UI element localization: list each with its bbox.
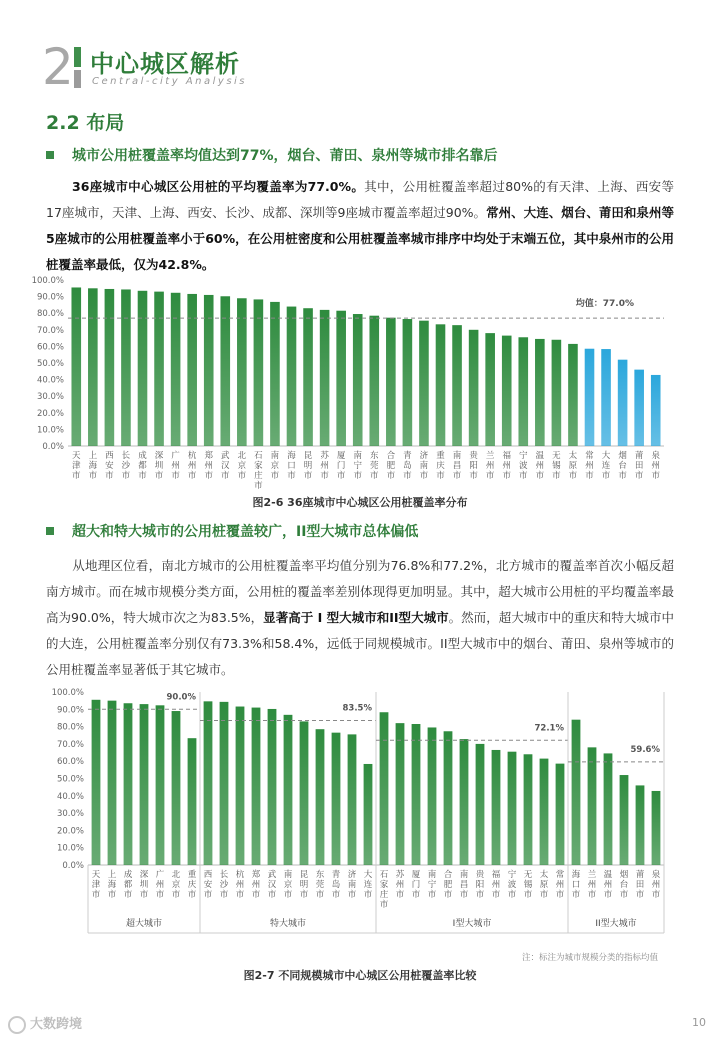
bar [254, 299, 264, 446]
figure-caption-2-7: 图2-7 不同规模城市中心城区公用桩覆盖率比较 [243, 969, 477, 982]
group-label: 超大城市 [125, 919, 163, 929]
bar [535, 339, 545, 446]
x-tick-label: 南京市 [283, 870, 293, 900]
bar [502, 336, 512, 446]
x-tick-label: 西安市 [105, 451, 114, 481]
paragraph-2-run-2: 。然而，超大城市中的重庆和特大城市中的大连，公用桩覆盖率分别仅有73.3%和58.4%，远低于同规模城市。II型大城市中的烟台、莆田、泉州等城市的公用桩覆盖率显著低于其它城市。 [46, 610, 674, 677]
bar [396, 723, 405, 865]
y-tick-label: 10.0% [36, 425, 64, 436]
subsection-heading-1: 城市公用桩覆盖率均值达到77%，烟台、莆田、泉州等城市排名靠后 [72, 148, 498, 164]
x-tick-label: 贵阳市 [469, 451, 478, 481]
x-tick-label: 成都市 [123, 870, 133, 900]
bar [620, 775, 629, 865]
x-tick-label: 合肥市 [386, 451, 396, 481]
bar [403, 319, 413, 446]
bar [204, 295, 214, 446]
bar [105, 289, 115, 446]
bar [364, 764, 373, 865]
x-tick-label: 烟台市 [618, 451, 627, 481]
bar [476, 744, 485, 865]
paragraph-2-run-1: 显著高于 I 型大城市和II型大城市 [263, 610, 449, 625]
group-label: 特大城市 [269, 919, 307, 929]
group-mean-label: 90.0% [166, 692, 196, 703]
group-mean-label: 72.1% [534, 723, 564, 734]
paragraph-1 [46, 174, 674, 278]
bar [270, 302, 280, 446]
group-label: II型大城市 [595, 919, 637, 929]
y-tick-label: 0.0% [62, 861, 84, 871]
bar [604, 753, 613, 865]
bar [172, 711, 181, 865]
bar [492, 750, 501, 865]
bar [316, 729, 325, 865]
bullet-square-icon [46, 527, 54, 535]
y-tick-label: 70.0% [36, 325, 64, 336]
bar [236, 707, 245, 865]
bar [138, 291, 148, 446]
bar [237, 298, 247, 446]
bar [369, 316, 379, 446]
bar [204, 701, 213, 865]
y-tick-label: 0.0% [42, 442, 64, 452]
bar [140, 704, 149, 865]
bar [220, 296, 230, 446]
mean-label: 均值：77.0% [575, 299, 634, 310]
chapter-subtitle: Central-city Analysis [92, 76, 248, 87]
x-tick-label: 广州市 [171, 451, 180, 481]
bar [588, 747, 597, 865]
bar [651, 375, 661, 446]
x-tick-label: 常州市 [555, 870, 565, 900]
bar [552, 340, 562, 446]
y-tick-label: 90.0% [36, 292, 64, 303]
bar [460, 739, 469, 865]
bar [469, 330, 479, 446]
x-tick-label: 太原市 [568, 451, 578, 481]
y-tick-label: 20.0% [56, 826, 84, 837]
y-tick-label: 40.0% [56, 791, 84, 802]
x-tick-label: 无锡市 [523, 870, 533, 900]
x-tick-label: 泉州市 [651, 451, 660, 481]
bar [652, 791, 661, 865]
bar [171, 293, 181, 446]
y-tick-label: 80.0% [56, 722, 84, 733]
bar [572, 720, 581, 865]
x-tick-label: 兰州市 [485, 451, 495, 481]
y-tick-label: 60.0% [36, 342, 64, 353]
x-tick-label: 上海市 [107, 870, 117, 900]
figure-caption-2-6: 图2-6 36座城市中心城区公用桩覆盖率分布 [252, 496, 468, 509]
bar [485, 333, 495, 446]
x-tick-label: 大连市 [601, 451, 611, 481]
x-tick-label: 东莞市 [370, 451, 379, 481]
x-tick-label: 东莞市 [315, 870, 325, 900]
x-tick-label: 武汉市 [267, 870, 277, 900]
chapter-number: 2 [42, 38, 74, 96]
bar [348, 734, 357, 865]
y-tick-label: 20.0% [36, 408, 64, 419]
bar [601, 349, 611, 446]
bar [380, 712, 389, 865]
y-tick-label: 90.0% [56, 705, 84, 716]
bar [156, 705, 165, 865]
x-tick-label: 烟台市 [619, 870, 629, 900]
x-tick-label: 厦门市 [411, 870, 421, 900]
x-tick-label: 天津市 [91, 870, 101, 900]
bar [188, 738, 197, 865]
y-tick-label: 80.0% [36, 309, 64, 320]
x-tick-label: 深圳市 [139, 870, 149, 900]
bar [568, 344, 578, 446]
bar [508, 752, 517, 865]
y-tick-label: 40.0% [36, 375, 64, 386]
x-tick-label: 武汉市 [221, 451, 230, 481]
x-tick-label: 常州市 [585, 451, 594, 481]
logo-circle-icon [8, 1016, 26, 1034]
bar [618, 360, 628, 446]
x-tick-label: 苏州市 [395, 870, 405, 900]
x-tick-label: 广州市 [155, 870, 165, 900]
x-tick-label: 南宁市 [353, 451, 362, 481]
paragraph-2 [46, 553, 674, 683]
header-accent-bar-grey [74, 70, 81, 88]
x-tick-label: 南昌市 [459, 870, 469, 900]
chapter-title: 中心城区解析 [90, 50, 240, 78]
bar [268, 709, 277, 865]
chart-note: 注：标注为城市规模分类的指标均值 [521, 953, 658, 963]
bar [220, 702, 229, 865]
x-tick-label: 苏州市 [320, 451, 329, 481]
x-tick-label: 大连市 [363, 870, 373, 900]
y-tick-label: 30.0% [36, 392, 64, 403]
x-tick-label: 昆明市 [299, 870, 309, 900]
footer-logo [8, 1013, 82, 1034]
x-tick-label: 长沙市 [219, 870, 229, 900]
bar [124, 703, 133, 865]
x-tick-label: 贵阳市 [475, 870, 485, 900]
chart-scale-coverage [0, 684, 720, 936]
bar [452, 325, 462, 446]
bar [518, 337, 528, 446]
x-tick-label: 天津市 [72, 451, 81, 481]
x-tick-label: 杭州市 [235, 870, 245, 900]
x-tick-label: 南昌市 [452, 451, 462, 481]
x-tick-label: 兰州市 [587, 870, 597, 900]
group-mean-label: 83.5% [342, 703, 372, 714]
y-tick-label: 60.0% [56, 757, 84, 768]
paragraph-2-run-0: 从地理区位看，南北方城市的公用桩覆盖率平均值分别为76.8%和77.2%，北方城市的覆盖率首次小幅反超南方城市。而在城市规模分类方面，公用桩的覆盖率差别体现得更加明显。其中，超大城市公用桩的平均覆盖率最高为90.0%，特大城市次之为83.5%， [46, 558, 674, 625]
subsection-heading-2: 超大和特大城市的公用桩覆盖较广，II型大城市总体偏低 [72, 524, 419, 540]
section-title: 2.2 布局 [46, 112, 125, 134]
bar [88, 288, 98, 446]
x-tick-label: 郑州市 [251, 870, 261, 900]
x-tick-label: 厦门市 [336, 451, 346, 481]
x-tick-label: 莆田市 [634, 451, 644, 481]
bar [556, 764, 565, 865]
y-tick-label: 30.0% [56, 809, 84, 820]
bar [436, 324, 446, 446]
x-tick-label: 重庆市 [436, 451, 445, 481]
paragraph-1-run-1: 其中，公用桩覆盖率超过80%的有天津、上海、西安等17座城市，天津、上海、西安、长沙、成都、深圳等9座城市覆盖率超过90%。 [46, 179, 674, 220]
x-tick-label: 北京市 [237, 451, 247, 481]
bar [108, 701, 117, 865]
bar [585, 349, 595, 446]
bar [252, 708, 261, 865]
x-tick-label: 青岛市 [403, 451, 412, 481]
y-tick-label: 100.0% [31, 276, 64, 286]
bar [336, 311, 346, 446]
x-tick-label: 太原市 [539, 870, 549, 900]
y-tick-label: 100.0% [51, 688, 84, 698]
bar [634, 370, 644, 446]
y-tick-label: 50.0% [36, 359, 64, 369]
x-tick-label: 深圳市 [154, 451, 164, 481]
bar [540, 759, 549, 865]
bar [524, 754, 533, 865]
bar [428, 727, 437, 865]
paragraph-1-run-2: 常州、大连、烟台、莆田和泉州等5座城市的公用桩覆盖率小于60%，在公用桩密度和公用桩覆盖率城市排序中均处于末端五位，其中泉州市的公用桩覆盖率最低，仅为42.8%。 [46, 205, 674, 272]
x-tick-label: 宁波市 [519, 451, 528, 481]
x-tick-label: 南宁市 [427, 870, 437, 900]
chart-city-coverage [0, 272, 720, 494]
x-tick-label: 长沙市 [121, 451, 131, 481]
x-tick-label: 昆明市 [303, 451, 313, 481]
x-tick-label: 宁波市 [507, 870, 517, 900]
bar [71, 287, 81, 446]
bar [121, 289, 131, 446]
x-tick-label: 西安市 [203, 870, 213, 900]
bar [419, 321, 429, 446]
bar [154, 292, 164, 446]
bar [284, 715, 293, 865]
bar [300, 721, 309, 865]
x-tick-label: 莆田市 [635, 870, 645, 900]
bar [187, 294, 197, 446]
x-tick-label: 海口市 [571, 870, 581, 900]
bar [320, 310, 330, 446]
x-tick-label: 石家庄市 [379, 870, 389, 910]
x-tick-label: 上海市 [88, 451, 98, 481]
bar [332, 733, 341, 865]
bullet-square-icon [46, 151, 54, 159]
group-mean-label: 59.6% [630, 744, 660, 755]
x-tick-label: 温州市 [603, 870, 613, 900]
group-label: I型大城市 [452, 919, 492, 929]
y-tick-label: 70.0% [56, 739, 84, 750]
bar [444, 731, 453, 865]
x-tick-label: 济南市 [419, 451, 429, 481]
x-tick-label: 石家庄市 [254, 451, 263, 491]
bar [412, 724, 421, 865]
bar [287, 307, 297, 446]
x-tick-label: 郑州市 [204, 451, 213, 481]
x-tick-label: 重庆市 [187, 870, 197, 900]
x-tick-label: 北京市 [171, 870, 181, 900]
footer-logo-text: 大数跨境 [30, 1017, 83, 1032]
x-tick-label: 成都市 [138, 451, 147, 481]
bar [386, 318, 396, 446]
x-tick-label: 福州市 [502, 451, 511, 481]
bar [303, 308, 313, 446]
y-tick-label: 50.0% [56, 774, 84, 785]
x-tick-label: 合肥市 [443, 870, 453, 900]
paragraph-1-run-0: 36座城市中心城区公用桩的平均覆盖率为77.0%。 [72, 179, 365, 194]
x-tick-label: 无锡市 [552, 451, 561, 481]
bar [353, 314, 363, 446]
bar [636, 785, 645, 865]
bar [92, 700, 101, 865]
x-tick-label: 杭州市 [187, 451, 197, 481]
x-tick-label: 温州市 [535, 451, 545, 481]
x-tick-label: 海口市 [287, 451, 296, 481]
x-tick-label: 南京市 [270, 451, 280, 481]
page-number: 10 [692, 1016, 706, 1029]
x-tick-label: 青岛市 [331, 870, 341, 900]
header-accent-bar [74, 47, 81, 67]
x-tick-label: 济南市 [347, 870, 357, 900]
x-tick-label: 福州市 [491, 870, 501, 900]
y-tick-label: 10.0% [56, 843, 84, 854]
x-tick-label: 泉州市 [651, 870, 661, 900]
